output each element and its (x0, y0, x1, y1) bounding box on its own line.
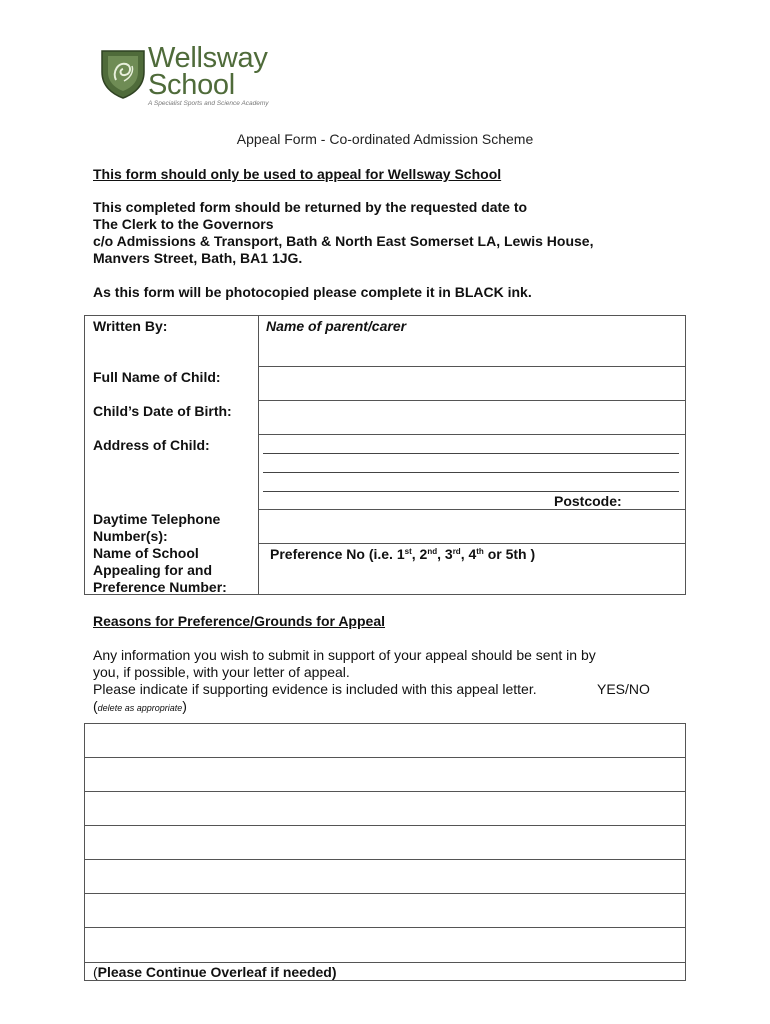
return-line-2: The Clerk to the Governors (93, 216, 274, 232)
written-by-field[interactable]: Name of parent/carer (266, 318, 407, 334)
preference-number-field[interactable]: Preference No (i.e. 1st, 2nd, 3rd, 4th or 5th ) (270, 546, 536, 562)
ink-note: As this form will be photocopied please complete it in BLACK ink. (93, 284, 532, 300)
postcode-label: Postcode: (554, 493, 622, 509)
written-by-label: Written By: (93, 318, 168, 334)
child-address-label: Address of Child: (93, 437, 210, 453)
notice-text: This form should only be used to appeal for Wellsway School (93, 166, 502, 182)
address-line-1[interactable] (263, 453, 679, 454)
continue-overleaf-note: (Please Continue Overleaf if needed) (93, 964, 337, 980)
delete-note: (delete as appropriate) (93, 698, 187, 714)
return-line-3: c/o Admissions & Transport, Bath & North East Somerset LA, Lewis House, (93, 233, 594, 249)
address-line-2[interactable] (263, 472, 679, 473)
school-crest-logo (100, 48, 146, 100)
phone-field[interactable] (259, 510, 685, 543)
reasons-para-line3: Please indicate if supporting evidence is included with this appeal letter. (93, 681, 537, 697)
reasons-para-line2: you, if possible, with your letter of appeal. (93, 664, 350, 680)
child-dob-field[interactable] (259, 401, 685, 434)
address-line-3[interactable] (263, 491, 679, 492)
return-line-4: Manvers Street, Bath, BA1 1JG. (93, 250, 303, 266)
school-label-line2: Appealing for and (93, 562, 212, 578)
logo-wordmark-line2: School (148, 69, 235, 101)
reasons-heading: Reasons for Preference/Grounds for Appeal (93, 613, 385, 629)
child-name-field[interactable] (259, 367, 685, 400)
school-label-line3: Preference Number: (93, 579, 227, 595)
page-title: Appeal Form - Co-ordinated Admission Scheme (236, 131, 534, 147)
phone-label-line2: Number(s): (93, 528, 168, 544)
yes-no-option[interactable]: YES/NO (597, 681, 650, 697)
phone-label-line1: Daytime Telephone (93, 511, 221, 527)
logo-wordmark-line1: Wellsway (148, 42, 268, 74)
school-label-line1: Name of School (93, 545, 199, 561)
reasons-para-line1: Any information you wish to submit in support of your appeal should be sent in by (93, 647, 596, 663)
child-name-label: Full Name of Child: (93, 369, 221, 385)
logo-tagline: A Specialist Sports and Science Academy (148, 100, 269, 107)
child-dob-label: Child’s Date of Birth: (93, 403, 232, 419)
return-line-1: This completed form should be returned by the requested date to (93, 199, 528, 215)
